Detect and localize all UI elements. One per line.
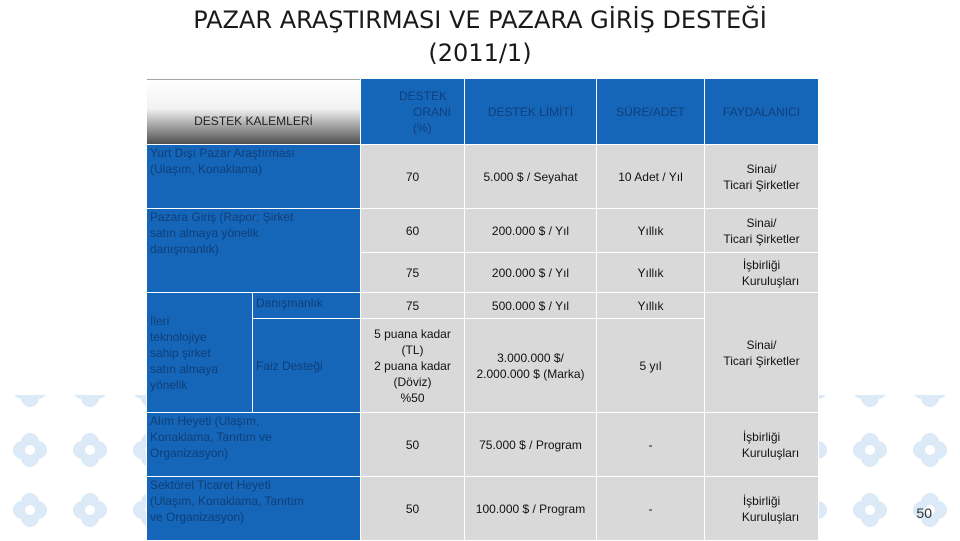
beneficiary-line: Kuruluşları (741, 509, 800, 524)
label-line: ve Organizasyon) (150, 510, 245, 524)
rate-cell: 75 (361, 293, 465, 319)
header-rate-line-1: DESTEK (399, 88, 448, 103)
title-line-2: (2011/1) (428, 39, 532, 67)
label-line: Organizasyon) (150, 446, 229, 460)
page-title (0, 4, 960, 70)
row-label-trade-mission (147, 477, 361, 541)
duration-cell: Yıllık (597, 293, 705, 319)
rate-line: 2 puana kadar (374, 358, 451, 373)
header-support-limit: DESTEK LİMİTİ (465, 79, 597, 145)
row-label-market-research (147, 145, 361, 209)
beneficiary-cell (705, 413, 819, 477)
duration-cell: Yıllık (597, 253, 705, 293)
beneficiary-cell (705, 209, 819, 253)
beneficiary-line: İşbirliği (742, 493, 781, 508)
limit-cell: 200.000 $ / Yıl (465, 209, 597, 253)
label-line: satın almaya yönelik (150, 226, 259, 240)
table-row (147, 293, 819, 319)
label-line: Pazara Giriş (Rapor; Şirket (150, 210, 294, 224)
duration-cell: Yıllık (597, 209, 705, 253)
rate-cell: 60 (361, 209, 465, 253)
table-row (147, 209, 819, 253)
header-rate-line-2: ORANI (413, 104, 452, 119)
label-line: danışmanlık) (150, 242, 219, 256)
support-table (146, 78, 819, 541)
duration-cell: - (597, 413, 705, 477)
limit-cell (465, 319, 597, 413)
rate-cell: 75 (361, 253, 465, 293)
beneficiary-line: Ticari Şirketler (723, 353, 800, 368)
rate-cell: 50 (361, 477, 465, 541)
row-label-market-entry (147, 209, 361, 293)
rate-line: %50 (400, 390, 425, 405)
label-line: Sektörel Ticaret Heyeti (150, 478, 271, 492)
limit-cell: 5.000 $ / Seyahat (465, 145, 597, 209)
table-row (147, 413, 819, 477)
label-line: satın almaya (150, 361, 219, 376)
limit-cell: 500.000 $ / Yıl (465, 293, 597, 319)
limit-cell: 75.000 $ / Program (465, 413, 597, 477)
limit-line: 3.000.000 $/ (497, 350, 564, 365)
header-support-rate (361, 79, 465, 145)
beneficiary-line: Sinai/ (746, 215, 777, 230)
rate-cell (361, 319, 465, 413)
label-line: Yurt Dışı Pazar Araştırması (150, 146, 295, 160)
title-line-1: PAZAR ARAŞTIRMASI VE PAZARA GİRİŞ DESTEĞİ (193, 6, 767, 34)
label-line: sahip şirket (150, 345, 211, 360)
label-line: (Ulaşım, Konaklama, Tanıtım (150, 494, 304, 508)
label-line: Konaklama, Tanıtım ve (150, 430, 272, 444)
beneficiary-cell (705, 293, 819, 413)
limit-cell: 200.000 $ / Yıl (465, 253, 597, 293)
duration-cell: - (597, 477, 705, 541)
rate-cell: 70 (361, 145, 465, 209)
sub-label-interest-support: Faiz Desteği (253, 319, 361, 413)
beneficiary-line: İşbirliği (742, 429, 781, 444)
header-duration: SÜRE/ADET (597, 79, 705, 145)
rate-cell: 50 (361, 413, 465, 477)
beneficiary-cell (705, 477, 819, 541)
beneficiary-line: Kuruluşları (741, 273, 800, 288)
header-rate-line-3: (%) (413, 120, 432, 135)
beneficiary-line: Ticari Şirketler (723, 231, 800, 246)
beneficiary-cell (705, 145, 819, 209)
page-number: 50 (916, 505, 932, 521)
table-header-row (147, 79, 819, 145)
beneficiary-cell (705, 253, 819, 293)
header-beneficiary: FAYDALANICI (705, 79, 819, 145)
beneficiary-line: Sinai/ (746, 337, 777, 352)
beneficiary-line: Kuruluşları (741, 445, 800, 460)
row-label-purchase-mission (147, 413, 361, 477)
label-line: yönelik (150, 377, 188, 392)
sub-label-consulting: Danışmanlık (253, 293, 361, 319)
header-support-items: DESTEK KALEMLERİ (147, 79, 361, 145)
beneficiary-line: Sinai/ (746, 161, 777, 176)
label-line: (Ulaşım, Konaklama) (150, 162, 263, 176)
rate-line: (Döviz) (393, 374, 432, 389)
beneficiary-line: Ticari Şirketler (723, 177, 800, 192)
rate-line: 5 puana kadar (374, 326, 451, 341)
rate-line: (TL) (401, 342, 424, 357)
table-row (147, 477, 819, 541)
duration-cell: 5 yıl (597, 319, 705, 413)
limit-line: 2.000.000 $ (Marka) (476, 366, 585, 381)
limit-cell: 100.000 $ / Program (465, 477, 597, 541)
label-line: teknolojiye (150, 329, 207, 344)
row-label-tech-acquisition (147, 293, 253, 413)
label-line: İleri (150, 313, 170, 328)
table-row (147, 145, 819, 209)
beneficiary-line: İşbirliği (742, 257, 781, 272)
label-line: Alım Heyeti (Ulaşım, (150, 414, 260, 428)
duration-cell: 10 Adet / Yıl (597, 145, 705, 209)
